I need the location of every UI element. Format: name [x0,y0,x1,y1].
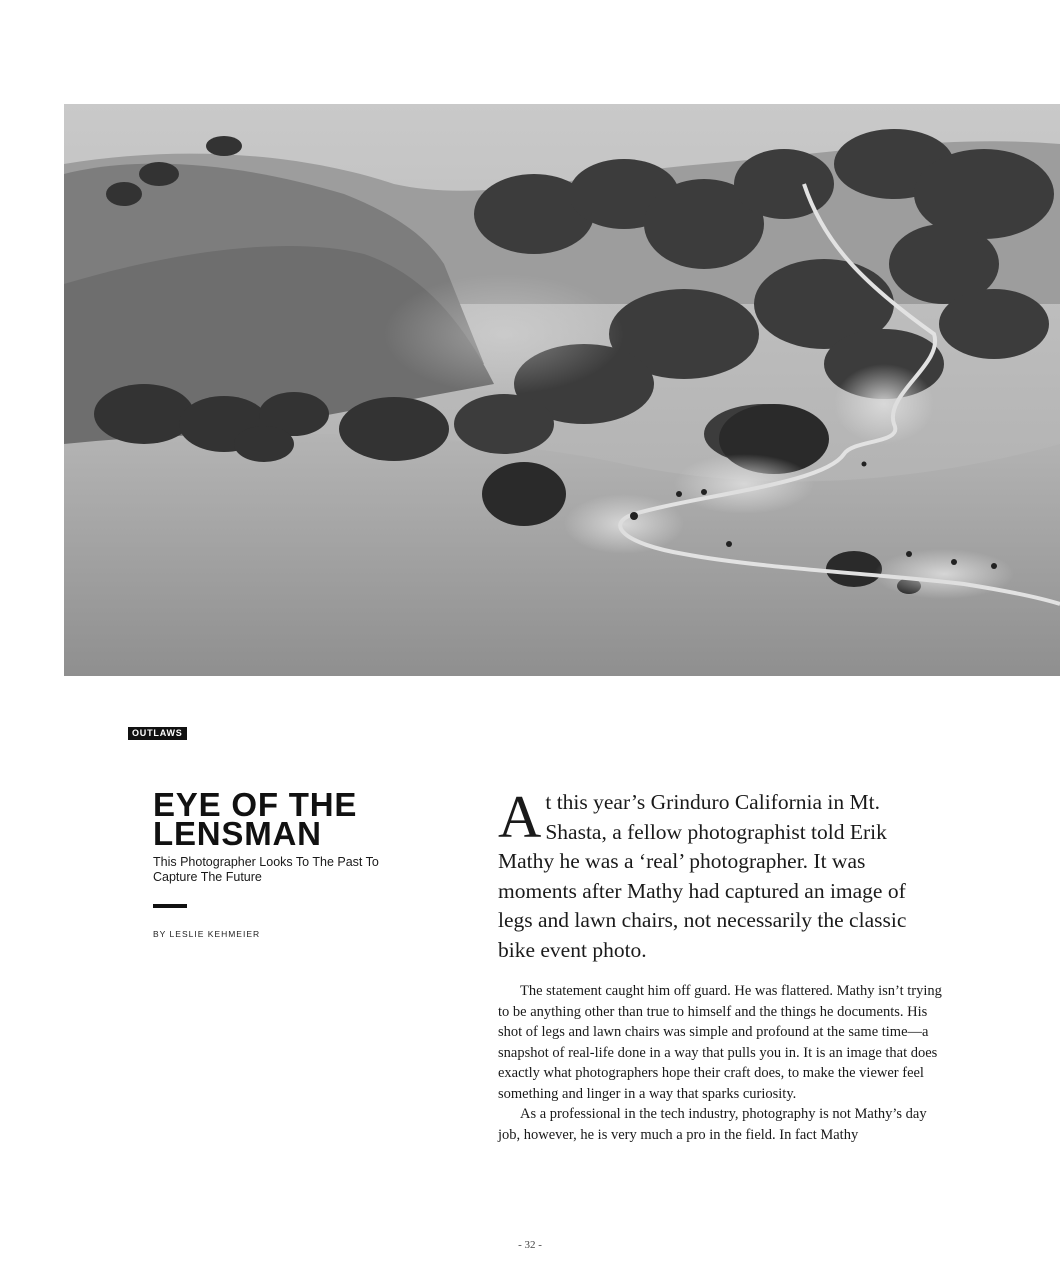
body-paragraph: As a professional in the tech industry, photography is not Mathy’s day job, however, he is very much a pro in the field. In fact Mathy [498,1106,927,1143]
article-byline: BY LESLIE KEHMEIER [153,929,261,939]
landscape-photo-icon [64,104,1060,676]
lede-text: t this year’s Grinduro California in Mt. Shasta, a fellow photographist told Erik Mathy he was a ‘real’ photographer. It was moments after Mathy had captured an image of legs and lawn chairs, not necessarily the classic bike event photo. [498,790,907,962]
hero-photo [64,104,1060,676]
headline-rule [153,904,187,908]
body-paragraph: The statement caught him off guard. He was flattered. Mathy isn’t trying to be anything other than true to himself and the things he documents. His shot of legs and lawn chairs was simple and profound at the same time—a snapshot of real-life done in a way that pulls you in. It is an image that does exactly what photographers hope their craft does, to make the viewer feel something and linger in a way that sparks curiosity. [498,983,942,1102]
article-headline: EYE OF THE LENSMAN [153,786,358,852]
section-tag: OUTLAWS [128,727,187,740]
article-body [498,981,943,1145]
page-number: - 32 - [518,1239,542,1251]
article-deck: This Photographer Looks To The Past To Capture The Future [153,855,379,884]
drop-cap: A [498,784,542,850]
lede-paragraph [498,784,918,965]
